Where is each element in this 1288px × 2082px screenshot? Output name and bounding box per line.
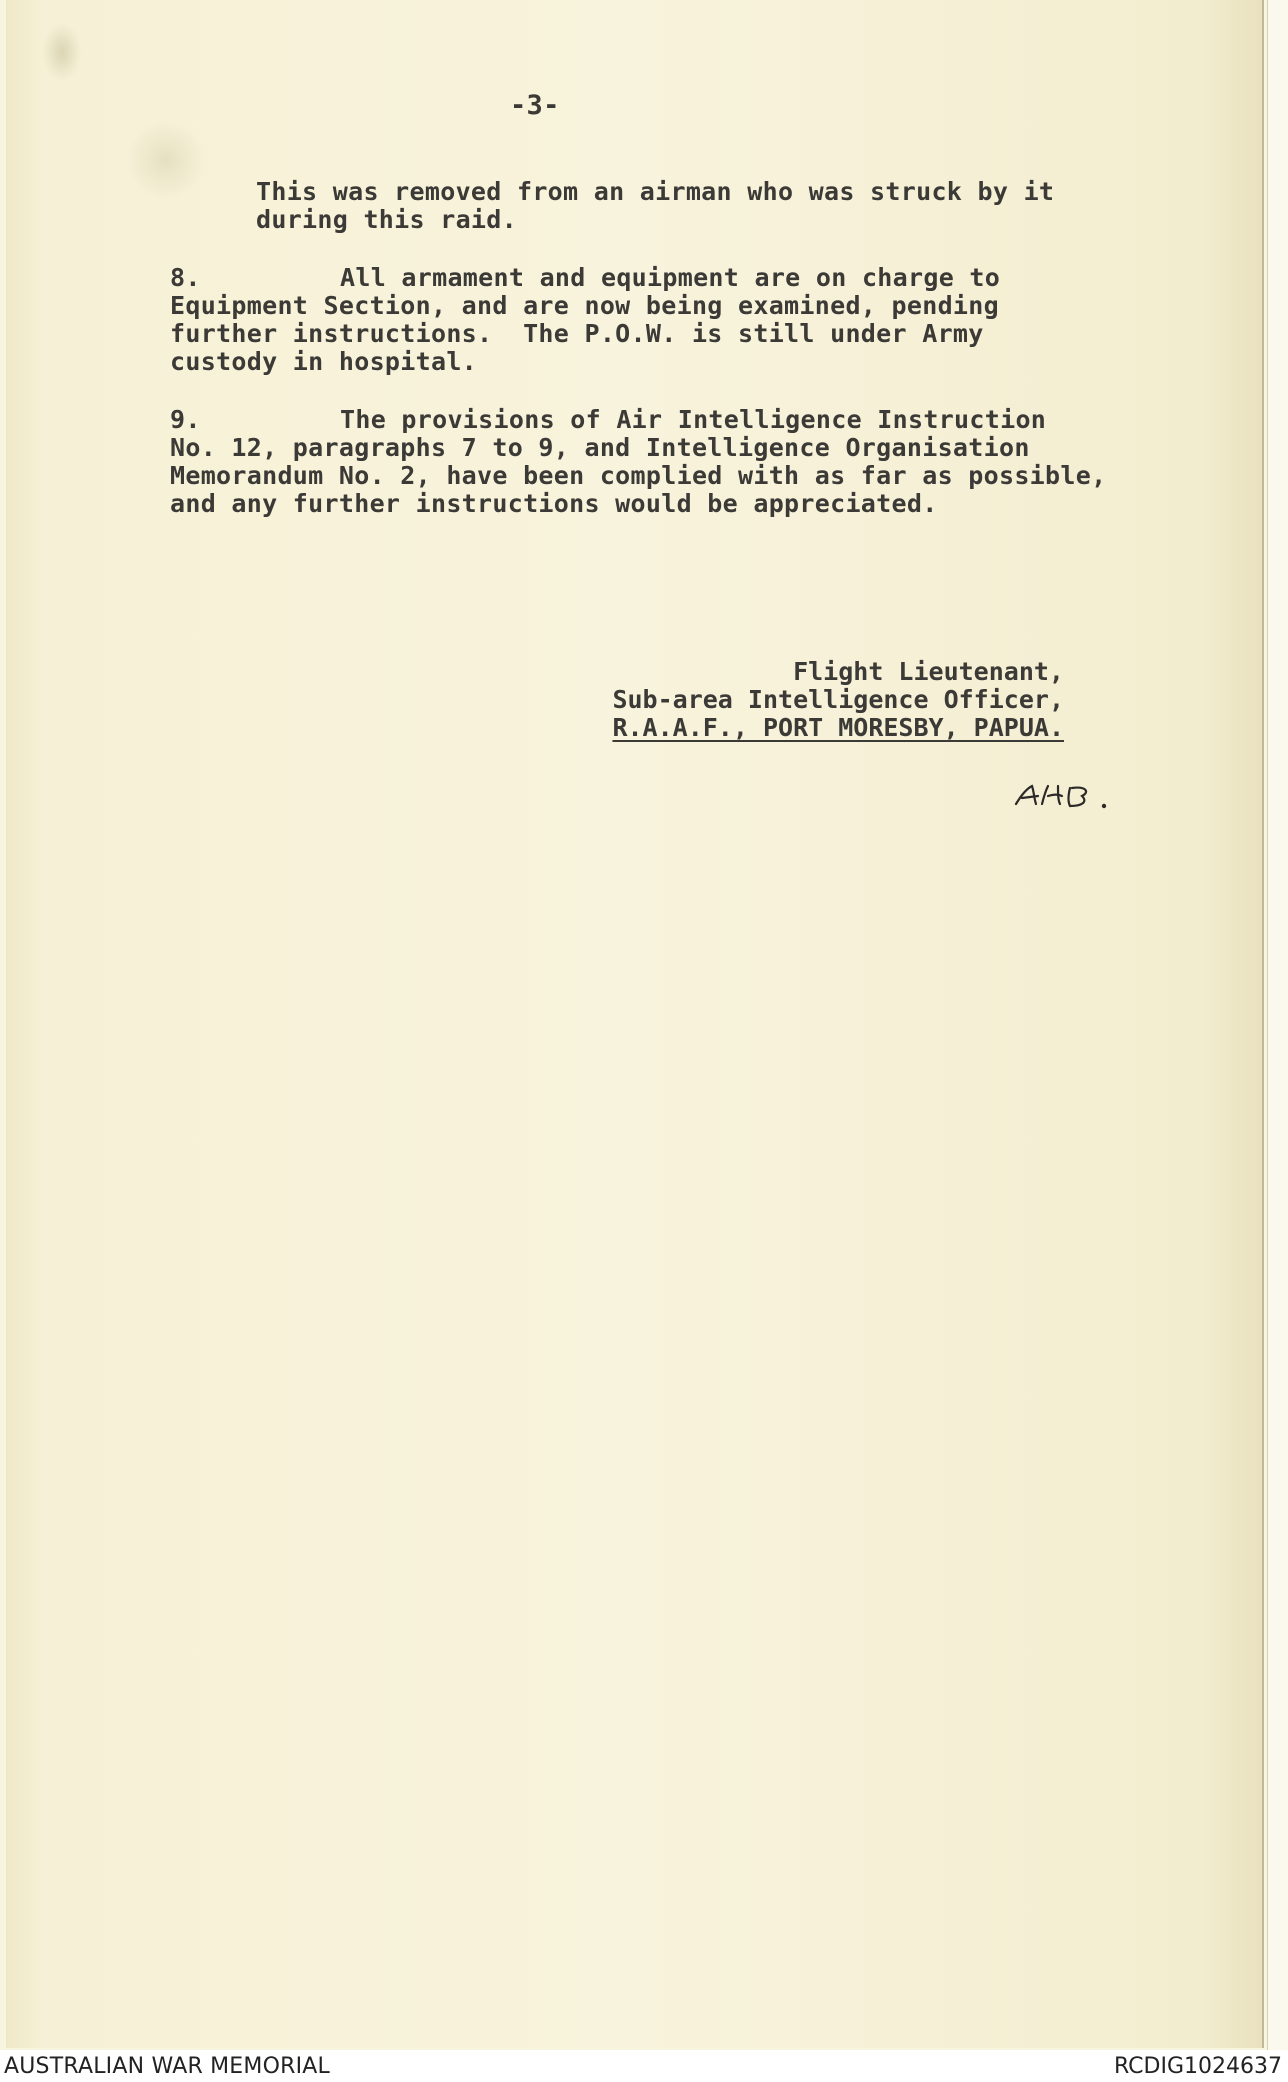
signature-unit: R.A.A.F., PORT MORESBY, PAPUA. — [612, 713, 1064, 742]
paragraph-line: Equipment Section, and are now being examined, pending — [170, 291, 999, 320]
footer-institution: AUSTRALIAN WAR MEMORIAL — [4, 2054, 330, 2079]
paper-sheet — [6, 0, 1264, 2048]
paragraph-continuation — [256, 178, 1054, 234]
paragraph-9 — [170, 406, 1106, 518]
paragraph-line: All armament and equipment are on charge to — [340, 263, 1001, 292]
archive-footer — [0, 2050, 1288, 2082]
paragraph-number: 8. — [170, 263, 201, 292]
paragraph-8 — [170, 264, 1000, 376]
paragraph-line: during this raid. — [256, 205, 517, 234]
paragraph-line: custody in hospital. — [170, 347, 478, 376]
footer-record-id: RCDIG1024637 — [1113, 2054, 1282, 2079]
paper-stain — [42, 22, 82, 82]
paper-crease — [126, 120, 206, 200]
paragraph-line: No. 12, paragraphs 7 to 9, and Intelligence Organisation — [170, 433, 1030, 462]
page-number: -3- — [510, 90, 560, 121]
paragraph-number: 9. — [170, 405, 201, 434]
paragraph-line: and any further instructions would be appreciated. — [170, 489, 938, 518]
paragraph-line: Memorandum No. 2, have been complied with as far as possible, — [170, 461, 1107, 490]
signature-title: Sub-area Intelligence Officer, — [612, 685, 1064, 714]
paragraph-line: This was removed from an airman who was struck by it — [256, 177, 1055, 206]
scan-edge — [1267, 0, 1288, 2050]
paragraph-line: further instructions. The P.O.W. is still under Army — [170, 319, 984, 348]
signature-rank: Flight Lieutenant, — [793, 657, 1064, 686]
paragraph-line: The provisions of Air Intelligence Instruction — [340, 405, 1047, 434]
handwritten-initials-signature — [1012, 776, 1122, 816]
